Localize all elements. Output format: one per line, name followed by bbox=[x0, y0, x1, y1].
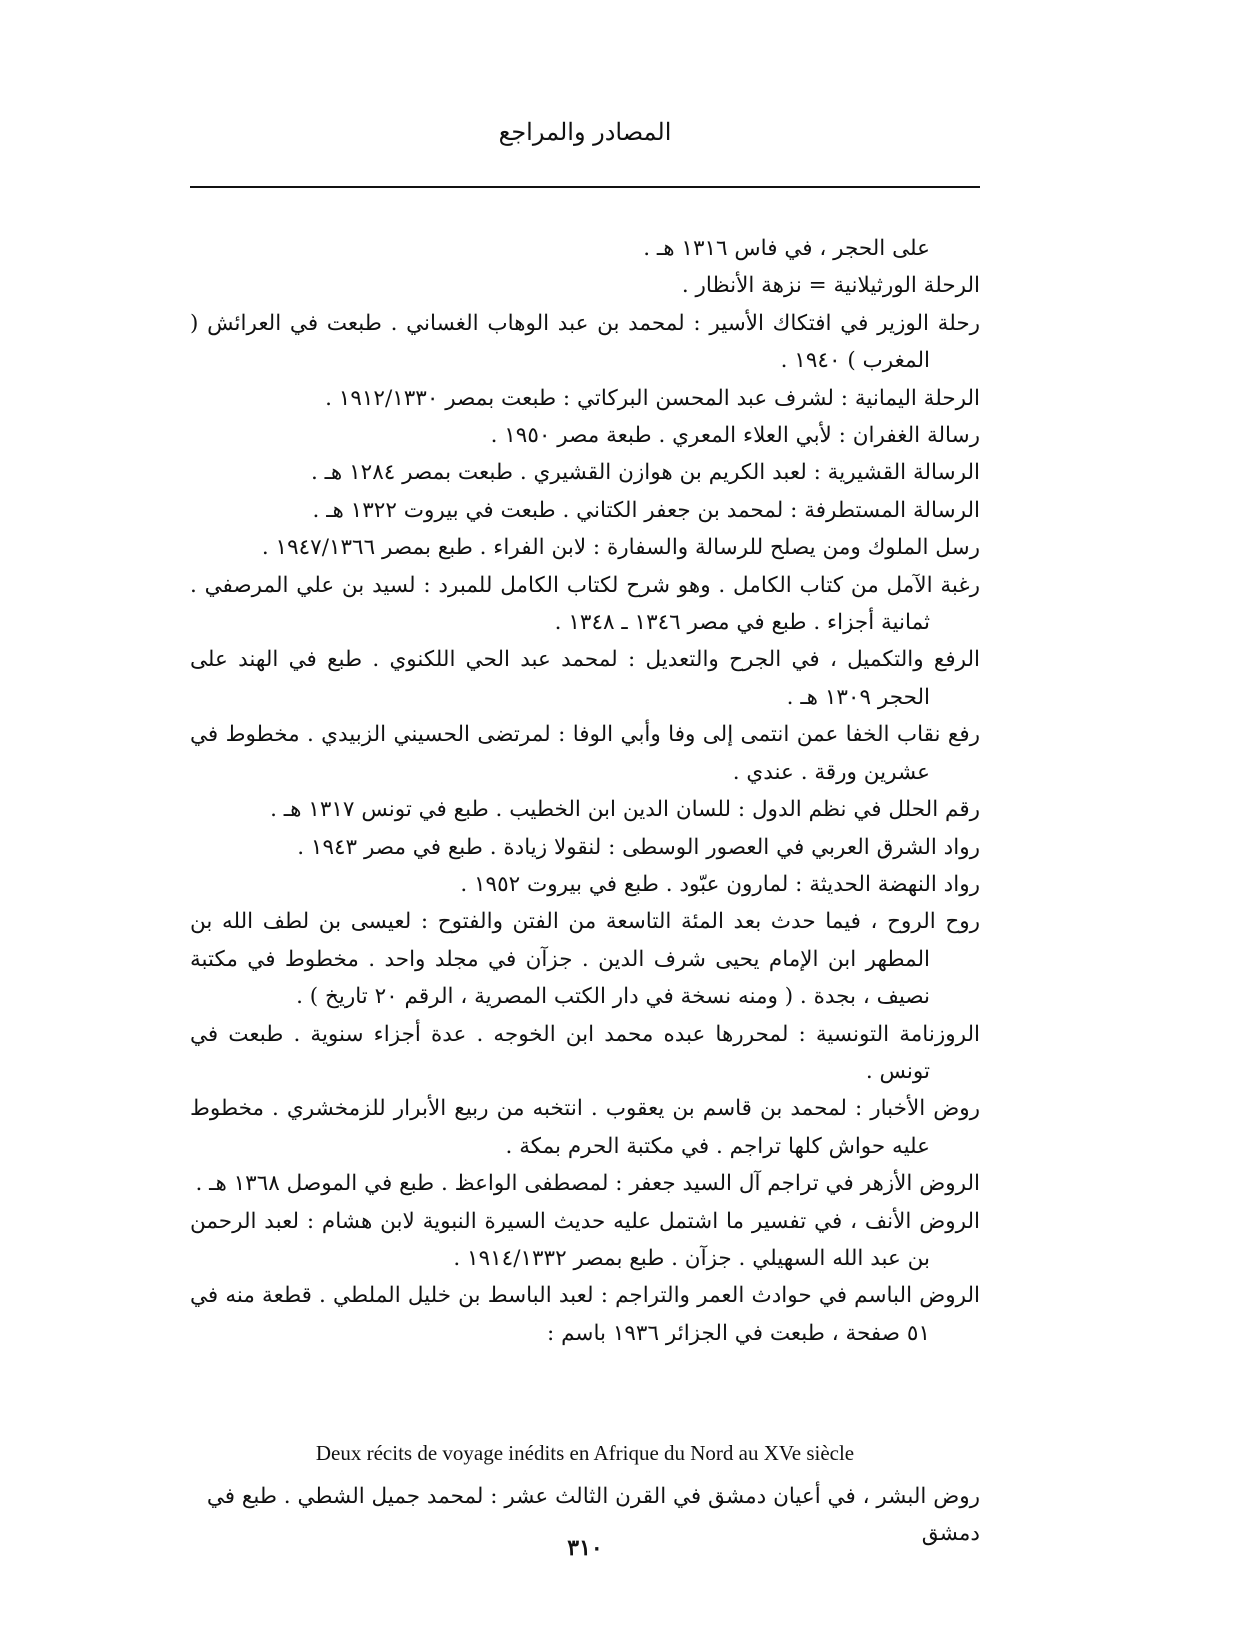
bibliography-entry: رقم الحلل في نظم الدول : للسان الدين ابن الخطيب . طبع في تونس ١٣١٧ هـ . bbox=[270, 797, 980, 823]
bibliography-list bbox=[190, 230, 980, 1352]
bibliography-entry: الروزنامة التونسية : لمحررها عبده محمد ابن الخوجه . عدة أجزاء سنوية . طبعت في تونس . bbox=[190, 1021, 980, 1084]
bibliography-entry: رغبة الآمل من كتاب الكامل . وهو شرح لكتاب الكامل للمبرد : لسيد بن علي المرصفي . ثمانية أجزاء . طبع في مصر ١٣٤٦ ـ ١٣٤٨ . bbox=[190, 572, 980, 636]
bibliography-entry: رسالة الغفران : لأبي العلاء المعري . طبعة مصر ١٩٥٠ . bbox=[490, 423, 980, 449]
header-rule bbox=[190, 186, 980, 188]
bibliography-entry bbox=[190, 230, 980, 267]
bibliography-entry: رسل الملوك ومن يصلح للرسالة والسفارة : لابن الفراء . طبع بمصر ١٩٤٧/١٣٦٦ . bbox=[261, 535, 980, 561]
bibliography-entry: الرحلة الورثيلانية = نزهة الأنظار . bbox=[681, 273, 980, 299]
bibliography-entry: الروض الأنف ، في تفسير ما اشتمل عليه حديث السيرة النبوية لابن هشام : لعبد الرحمن بن عبد الله السهيلي . جزآن . طبع بمصر ١٩١٤/١٣٣٢ . bbox=[190, 1208, 980, 1271]
page-number: ٣١٠ bbox=[567, 1535, 603, 1561]
latin-title: Deux récits de voyage inédits en Afrique du Nord au XVe siècle bbox=[315, 1441, 855, 1465]
bibliography-entry: الروض الأزهر في تراجم آل السيد جعفر : لمصطفى الواعظ . طبع في الموصل ١٣٦٨ هـ . bbox=[195, 1171, 980, 1197]
bibliography-entry: رفع نقاب الخفا عمن انتمى إلى وفا وأبي الوفا : لمرتضى الحسيني الزبيدي . مخطوط في عشرين ورقة . عندي . bbox=[190, 722, 980, 785]
bibliography-entry: الرسالة القشيرية : لعبد الكريم بن هوازن القشيري . طبعت بمصر ١٢٨٤ هـ . bbox=[310, 460, 980, 486]
bibliography-entry: الرسالة المستطرفة : لمحمد بن جعفر الكتاني . طبعت في بيروت ١٣٢٢ هـ . bbox=[312, 497, 980, 523]
bibliography-entry: رواد النهضة الحديثة : لمارون عبّود . طبع في بيروت ١٩٥٢ . bbox=[460, 871, 980, 897]
bibliography-entry: الرفع والتكميل ، في الجرح والتعديل : لمحمد عبد الحي اللكنوي . طبع في الهند على الحجر ١٣٠٩ هـ . bbox=[190, 647, 980, 710]
entry-text: على الحجر ، في فاس ١٣١٦ هـ . bbox=[643, 236, 930, 261]
bibliography-entry: روح الروح ، فيما حدث بعد المئة التاسعة من الفتن والفتوح : لعيسى بن لطف الله بن المطهر ابن الإمام يحيى شرف الدين . جزآن في مجلد واحد . مخطوط في مكتبة نصيف ، بجدة . ( ومنه نسخة في دار الكتب المصرية ، الرقم ٢٠ تاريخ ) . bbox=[190, 909, 980, 1010]
bibliography-entry: رواد الشرق العربي في العصور الوسطى : لنقولا زيادة . طبع في مصر ١٩٤٣ . bbox=[297, 834, 980, 860]
bibliography-entry: رحلة الوزير في افتكاك الأسير : لمحمد بن عبد الوهاب الغساني . طبعت في العرائش ( المغرب ) ١٩٤٠ . bbox=[190, 310, 980, 374]
bibliography-entry-last: روض البشر ، في أعيان دمشق في القرن الثالث عشر : لمحمد جميل الشطي . طبع في دمشق bbox=[206, 1484, 980, 1547]
bibliography-entry: الرحلة اليمانية : لشرف عبد المحسن البركاتي : طبعت بمصر ١٩١٢/١٣٣٠ . bbox=[325, 385, 980, 411]
running-head: المصادر والمراجع bbox=[498, 118, 672, 146]
bibliography-entry: الروض الباسم في حوادث العمر والتراجم : لعبد الباسط بن خليل الملطي . قطعة منه في ٥١ صفحة ، طبعت في الجزائر ١٩٣٦ باسم : bbox=[190, 1283, 980, 1346]
bibliography-entry: روض الأخبار : لمحمد بن قاسم بن يعقوب . انتخبه من ربيع الأبرار للزمخشري . مخطوط عليه حواش كلها تراجم . في مكتبة الحرم بمكة . bbox=[190, 1096, 980, 1159]
